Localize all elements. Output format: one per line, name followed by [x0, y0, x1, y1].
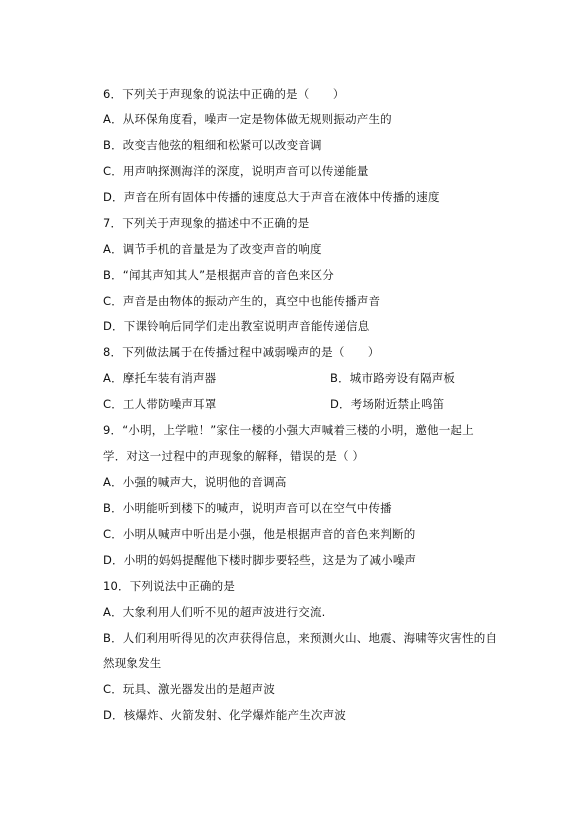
question-6-option-a: A．从环保角度看，噪声一定是物体做无规则振动产生的	[103, 112, 392, 126]
question-10-option-c: C．玩具、激光器发出的是超声波	[103, 682, 276, 696]
question-8-option-d: D．考场附近禁止鸣笛	[330, 397, 445, 411]
question-9-option-a: A．小强的喊声大，说明他的音调高	[103, 475, 287, 489]
question-8-option-b: B．城市路旁设有隔声板	[330, 371, 456, 385]
question-9-option-c: C．小明从喊声中听出是小强，他是根据声音的音色来判断的	[103, 527, 416, 541]
question-8-stem: 8．下列做法属于在传播过程中减弱噪声的是（ ）	[103, 345, 380, 359]
question-6-stem: 6．下列关于声现象的说法中正确的是（ ）	[103, 87, 345, 101]
question-8-option-c: C．工人带防噪声耳罩	[103, 397, 217, 411]
question-9-option-b: B．小明能听到楼下的喊声，说明声音可以在空气中传播	[103, 501, 392, 515]
question-6-option-c: C．用声呐探测海洋的深度，说明声音可以传递能量	[103, 164, 369, 178]
question-10-option-b-line-1: B．人们利用听得见的次声获得信息，来预测火山、地震、海啸等灾害性的自	[103, 631, 498, 645]
question-7-option-a: A．调节手机的音量是为了改变声音的响度	[103, 242, 322, 256]
question-10-option-b-line-2: 然现象发生	[103, 656, 162, 670]
question-9-stem-line-2: 学．对这一过程中的声现象的解释，错误的是（ ）	[103, 449, 365, 463]
question-10-stem: 10．下列说法中正确的是	[103, 579, 236, 593]
question-7-option-b: B．“闻其声知其人”是根据声音的音色来区分	[103, 268, 335, 282]
question-6-option-b: B．改变吉他弦的粗细和松紧可以改变音调	[103, 138, 322, 152]
question-7-option-c: C．声音是由物体的振动产生的，真空中也能传播声音	[103, 294, 381, 308]
question-7-stem: 7．下列关于声现象的描述中不正确的是	[103, 216, 310, 230]
question-9-option-d: D．小明的妈妈提醒他下楼时脚步要轻些，这是为了减小噪声	[103, 553, 417, 567]
question-9-stem-line-1: 9．“小明，上学啦！”家住一楼的小强大声喊着三楼的小明，邀他一起上	[103, 423, 474, 437]
question-6-option-d: D．声音在所有固体中传播的速度总大于声音在液体中传播的速度	[103, 190, 440, 204]
question-10-option-d: D．核爆炸、火箭发射、化学爆炸能产生次声波	[103, 708, 347, 722]
question-8-option-a: A．摩托车装有消声器	[103, 371, 217, 385]
question-10-option-a: A．大象利用人们听不见的超声波进行交流.	[103, 605, 326, 619]
question-7-option-d: D．下课铃响后同学们走出教室说明声音能传递信息	[103, 319, 370, 333]
